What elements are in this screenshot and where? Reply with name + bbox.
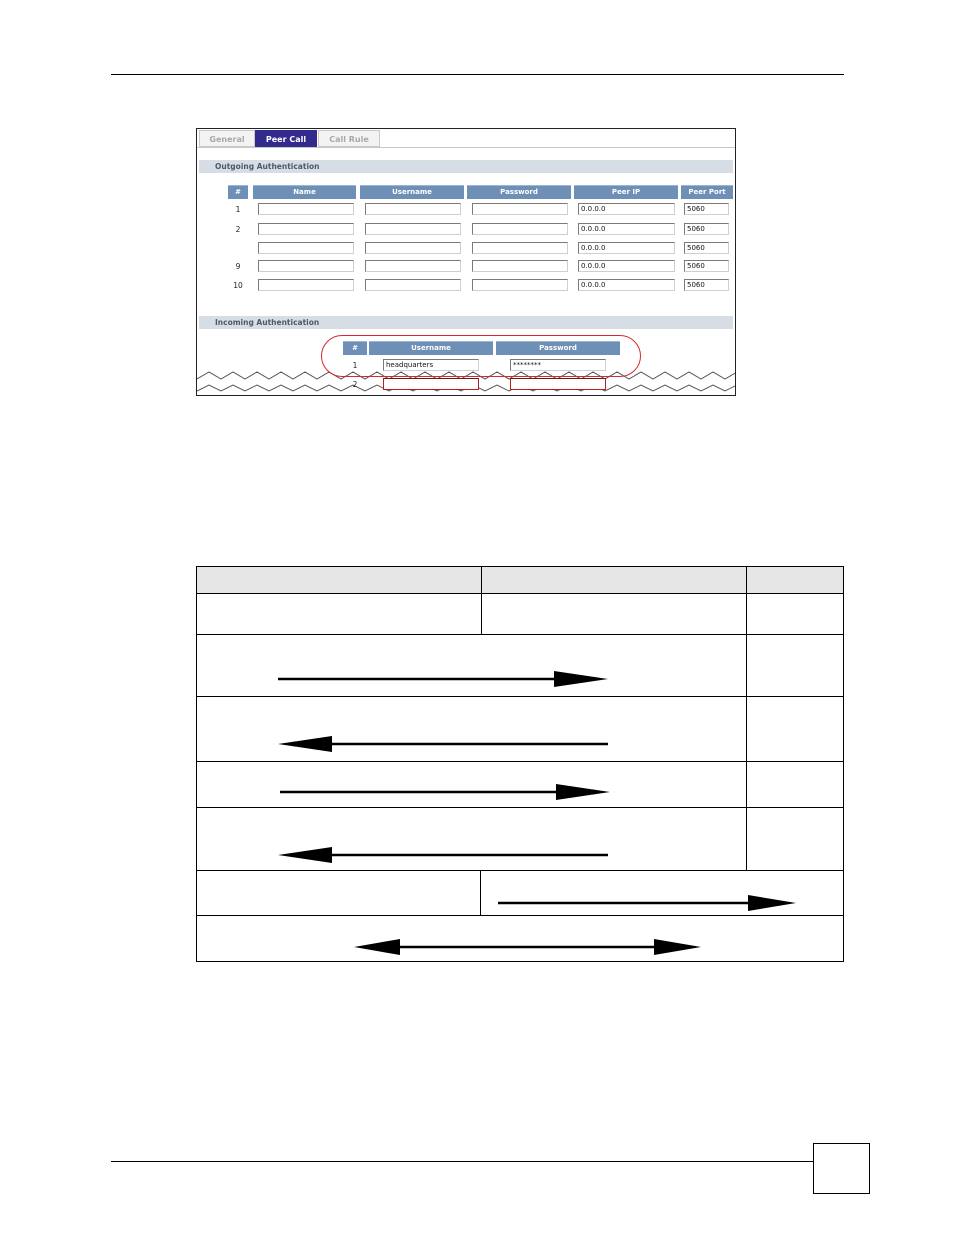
col-name: Name	[253, 185, 356, 199]
row-index: 2	[352, 380, 358, 389]
row-index: 1	[235, 205, 241, 214]
username-field[interactable]	[365, 279, 461, 291]
row-index: 2	[235, 225, 241, 234]
username-field[interactable]	[365, 223, 461, 235]
double-arrow	[354, 939, 701, 955]
col-index: #	[228, 185, 248, 199]
footer-rule	[111, 1161, 813, 1162]
col-password: Password	[496, 341, 620, 355]
peer-port-field[interactable]: 5060	[684, 242, 729, 254]
right-arrow	[280, 784, 610, 800]
left-arrow	[278, 736, 608, 752]
name-field[interactable]	[258, 203, 354, 215]
outgoing-table-header	[197, 185, 736, 198]
username-field[interactable]	[365, 260, 461, 272]
incoming-row	[197, 377, 736, 395]
incoming-auth-title: Incoming Authentication	[199, 316, 733, 329]
password-field[interactable]	[472, 223, 568, 235]
highlight-oval	[321, 335, 641, 377]
name-field[interactable]	[258, 279, 354, 291]
outgoing-row	[197, 278, 736, 296]
col-peer-port: Peer Port	[681, 185, 733, 199]
tab-call-rule[interactable]: Call Rule	[318, 130, 380, 147]
outgoing-row	[197, 222, 736, 240]
col-password: Password	[467, 185, 571, 199]
password-field[interactable]	[472, 203, 568, 215]
username-field[interactable]	[365, 242, 461, 254]
tab-bar	[197, 129, 735, 148]
row-index: 10	[233, 281, 243, 290]
header-rule	[111, 74, 844, 75]
name-field[interactable]	[258, 242, 354, 254]
row-index: 1	[352, 361, 358, 370]
incoming-password-field[interactable]	[510, 378, 606, 390]
tab-peer-call[interactable]: Peer Call	[255, 130, 317, 147]
username-field[interactable]	[365, 203, 461, 215]
peer-port-field[interactable]: 5060	[684, 260, 729, 272]
name-field[interactable]	[258, 223, 354, 235]
col-index: #	[343, 341, 367, 355]
peer-port-field[interactable]: 5060	[684, 223, 729, 235]
outgoing-row	[197, 202, 736, 220]
col-peer-ip: Peer IP	[574, 185, 678, 199]
outgoing-row	[197, 241, 736, 259]
tab-general[interactable]: General	[199, 130, 255, 147]
peer-ip-field[interactable]: 0.0.0.0	[578, 223, 675, 235]
incoming-username-field[interactable]	[383, 378, 479, 390]
password-field[interactable]	[472, 260, 568, 272]
password-field[interactable]	[472, 242, 568, 254]
name-field[interactable]	[258, 260, 354, 272]
peer-ip-field[interactable]: 0.0.0.0	[578, 279, 675, 291]
peer-ip-field[interactable]: 0.0.0.0	[578, 203, 675, 215]
peer-ip-field[interactable]: 0.0.0.0	[578, 260, 675, 272]
right-arrow	[498, 895, 796, 911]
row-index: 9	[235, 262, 241, 271]
password-field[interactable]	[472, 279, 568, 291]
incoming-password-field[interactable]: ********	[510, 359, 606, 371]
outgoing-row	[197, 259, 736, 277]
outgoing-auth-title: Outgoing Authentication	[199, 160, 733, 173]
peer-ip-field[interactable]: 0.0.0.0	[578, 242, 675, 254]
right-arrow	[278, 671, 608, 687]
col-username: Username	[360, 185, 464, 199]
call-flow-table	[196, 566, 844, 962]
incoming-username-field[interactable]: headquarters	[383, 359, 479, 371]
page-number-box	[813, 1143, 870, 1194]
left-arrow	[278, 847, 608, 863]
peer-port-field[interactable]: 5060	[684, 203, 729, 215]
peer-port-field[interactable]: 5060	[684, 279, 729, 291]
arrows-layer	[196, 566, 844, 962]
col-username: Username	[369, 341, 493, 355]
